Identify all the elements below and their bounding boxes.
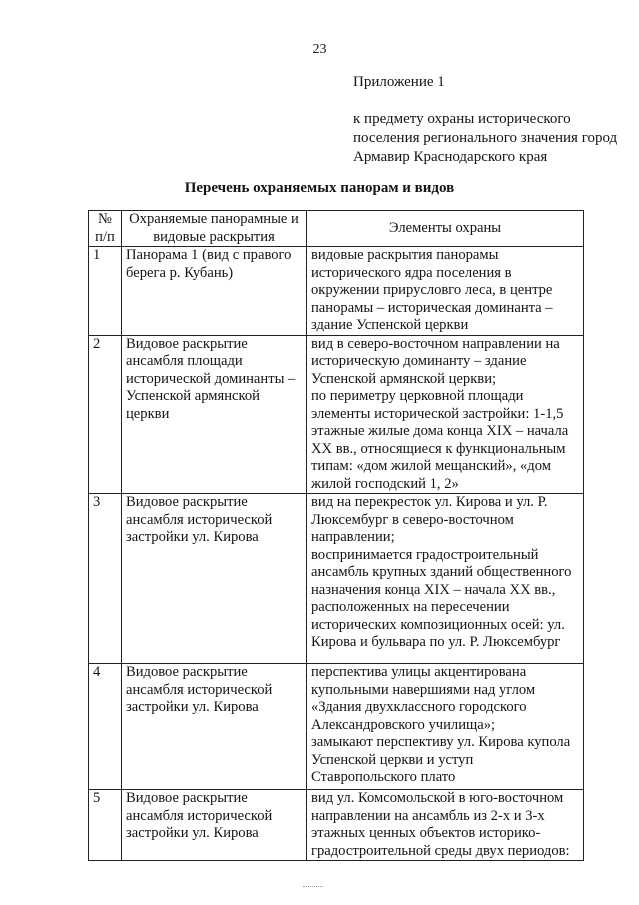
header-panorama: Охраняемые панорамные и видовые раскрытия xyxy=(122,211,307,247)
table-row xyxy=(89,247,584,336)
row-panorama: Видовое раскрытие ансамбля исторической застройки ул. Кирова xyxy=(122,494,307,664)
row-number: 3 xyxy=(89,494,122,664)
row-elements: вид на перекресток ул. Кирова и ул. Р. Люксембург в северо-восточном направлении; воспринимается градостроительный ансамбль крупных зданий общественного назначения конца XIX – начала XX вв., расположенных на пересечении исторических композиционных осей: ул. Кирова и бульвара по ул. Р. Люксембург xyxy=(307,494,584,664)
document-title: Перечень охраняемых панорам и видов xyxy=(184,180,455,196)
appendix-subject: к предмету охраны исторического поселения регионального значения город Армавир Краснодарского края xyxy=(353,111,618,165)
appendix-label: Приложение 1 xyxy=(353,74,445,90)
table-row xyxy=(89,335,584,494)
row-elements: вид в северо-восточном направлении на историческую доминанту – здание Успенской армянской церкви; по периметру церковной площади элементы исторической застройки: 1-1,5 этажные жилые дома конца XIX – начала XX вв., относящиеся к функциональным типам: «дом жилой мещанский», «дом жилой господский 1, 2» xyxy=(307,335,584,494)
protection-table xyxy=(88,210,584,861)
header-number: № п/п xyxy=(89,211,122,247)
scan-mark xyxy=(303,886,323,888)
row-panorama: Видовое раскрытие ансамбля площади исторической доминанты – Успенской армянской церкви xyxy=(122,335,307,494)
table-row xyxy=(89,790,584,861)
row-elements: вид ул. Комсомольской в юго-восточном направлении на ансамбль из 2-х и 3-х этажных ценных объектов историко-градостроительной среды двух периодов: xyxy=(307,790,584,861)
row-panorama: Видовое раскрытие ансамбля исторической застройки ул. Кирова xyxy=(122,790,307,861)
table-row xyxy=(89,664,584,790)
header-elements: Элементы охраны xyxy=(307,211,584,247)
table-row xyxy=(89,494,584,664)
row-number: 1 xyxy=(89,247,122,336)
row-panorama: Видовое раскрытие ансамбля исторической застройки ул. Кирова xyxy=(122,664,307,790)
row-number: 2 xyxy=(89,335,122,494)
row-elements: видовые раскрытия панорамы исторического ядра поселения в окружении прирусловго леса, в центре панорамы – историческая доминанта – здание Успенской церкви xyxy=(307,247,584,336)
table-header-row xyxy=(89,211,584,247)
row-elements: перспектива улицы акцентирована купольными навершиями над углом «Здания двухклассного городского Александровского училища»; замыкают перспективу ул. Кирова купола Успенской церкви и уступ Ставропольского плато xyxy=(307,664,584,790)
row-number: 5 xyxy=(89,790,122,861)
row-number: 4 xyxy=(89,664,122,790)
row-panorama: Панорама 1 (вид с правого берега р. Кубань) xyxy=(122,247,307,336)
page-number: 23 xyxy=(312,42,327,57)
